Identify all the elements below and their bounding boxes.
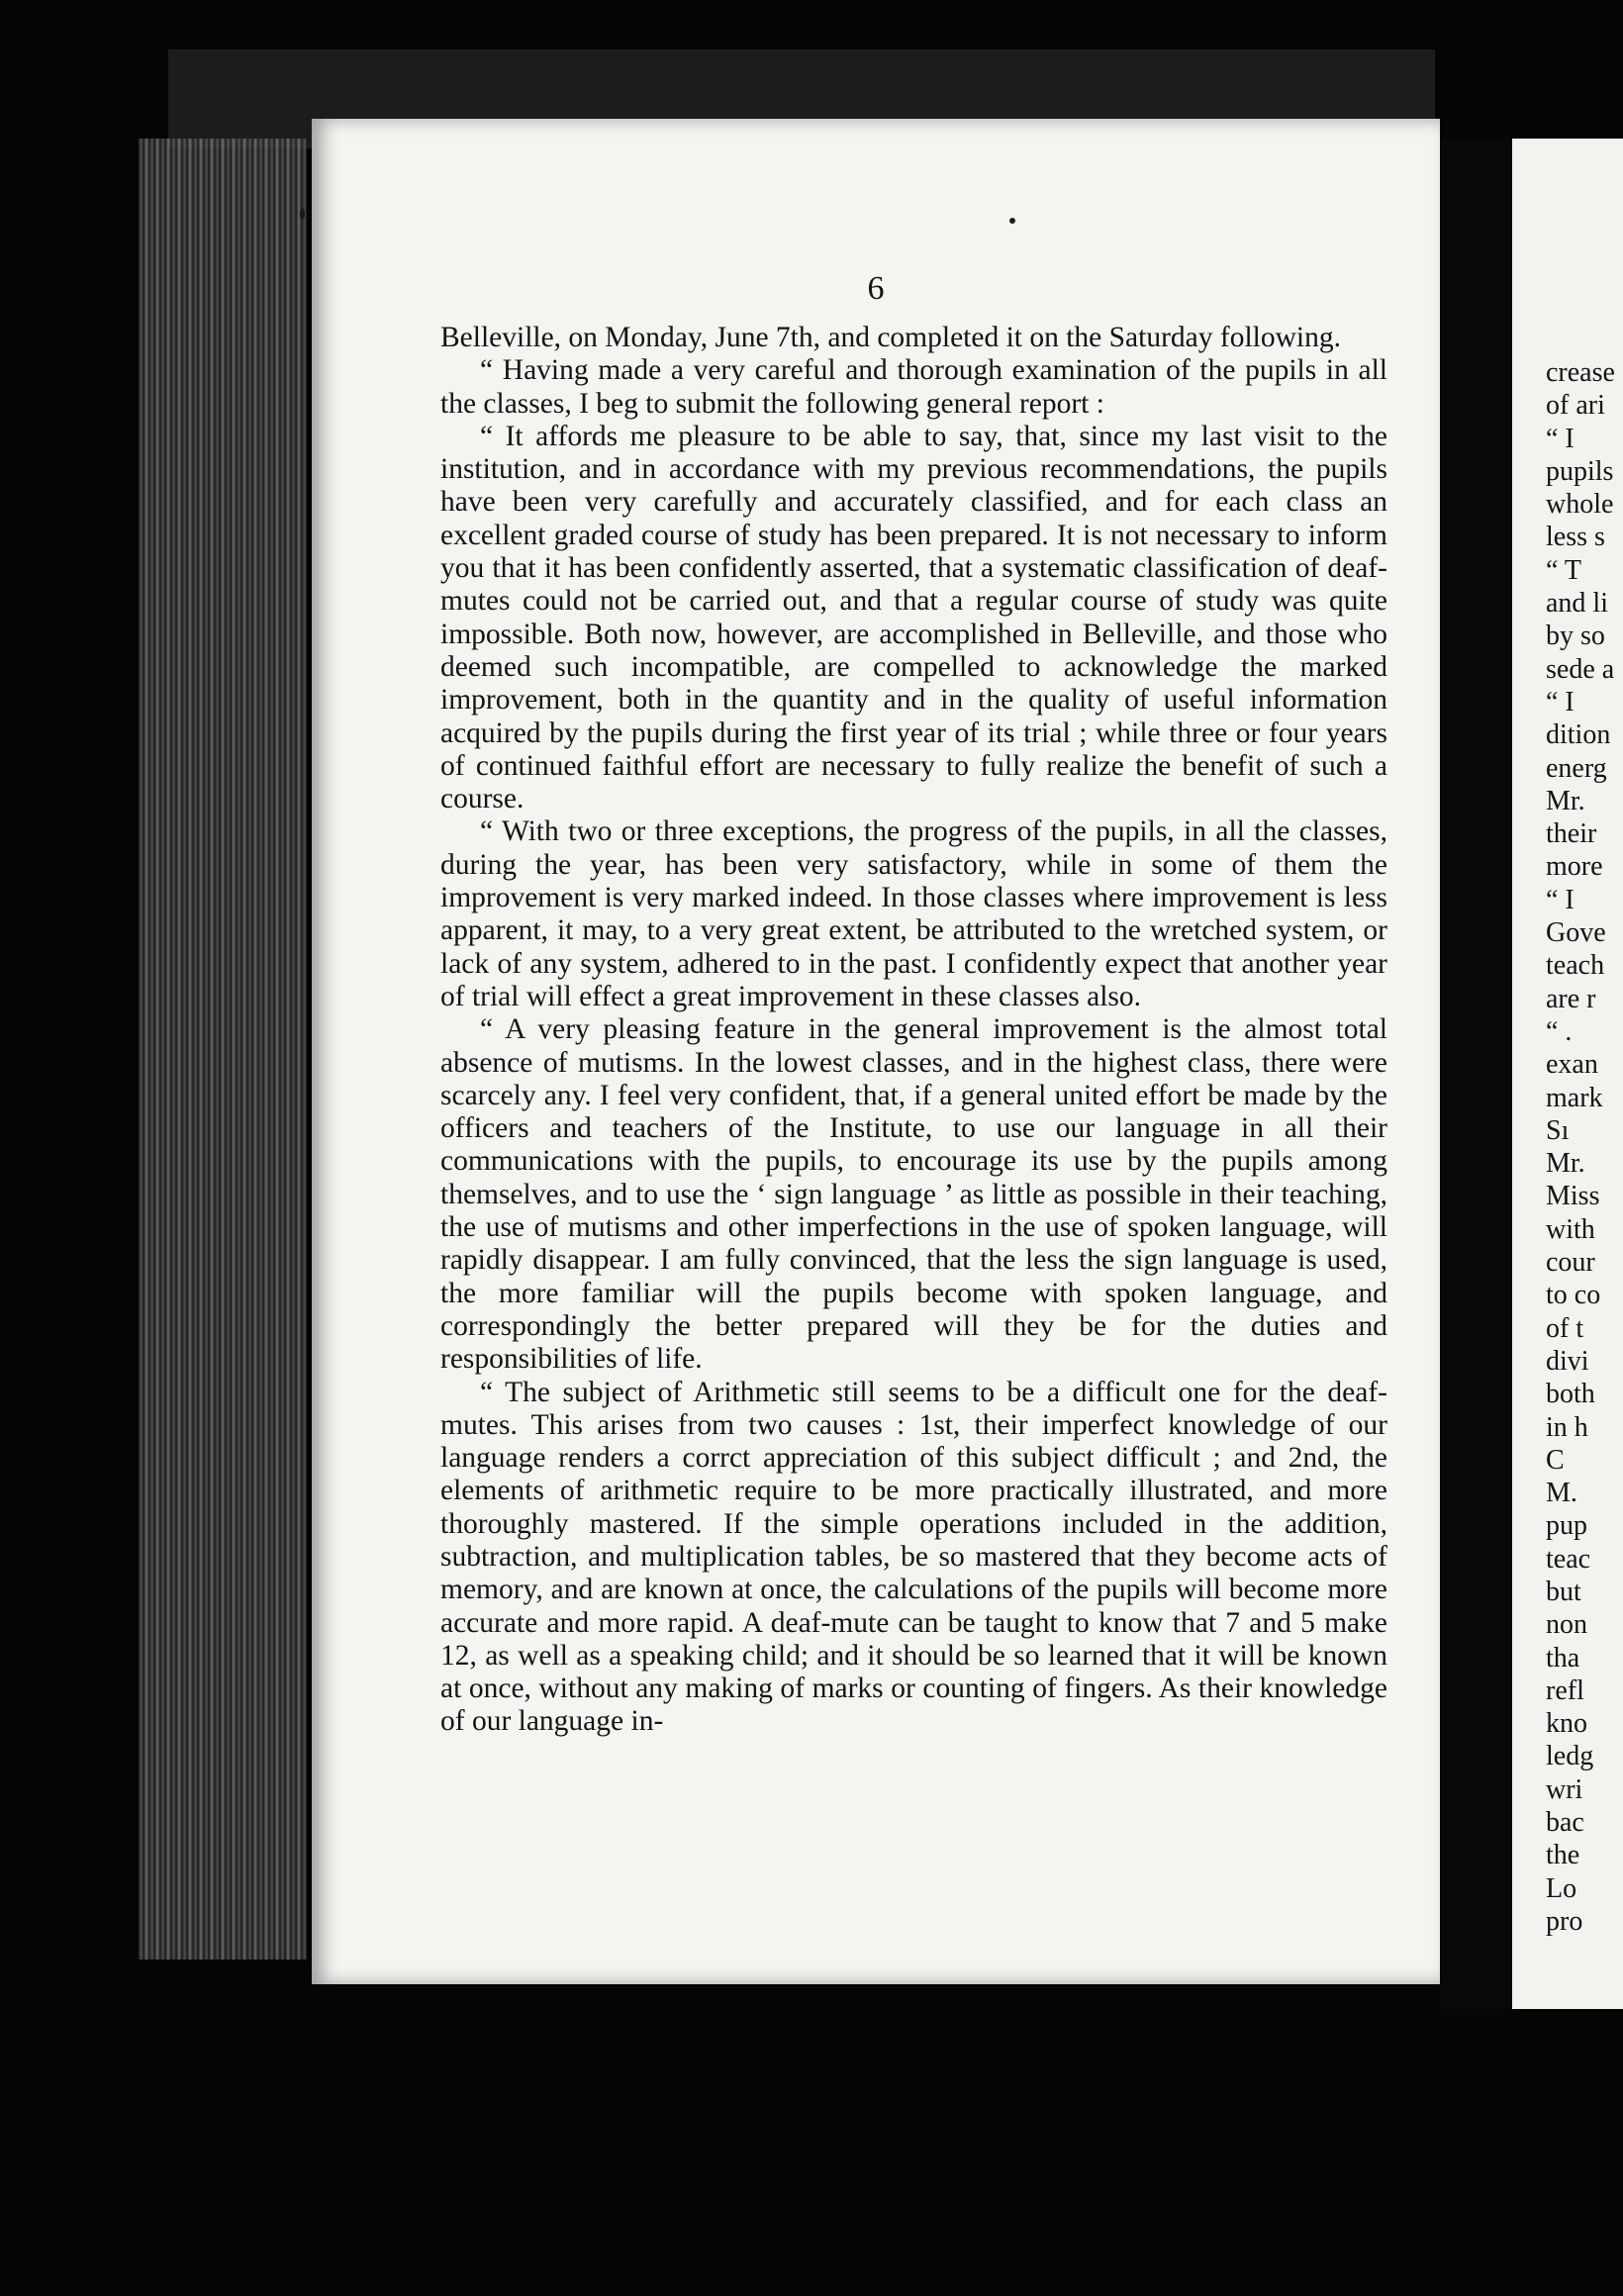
facing-page-line: divi	[1546, 1345, 1589, 1377]
paragraph: “ The subject of Arithmetic still seems to be a difficult one for the deaf-mutes. This arises from two causes : 1st, their imperfect knowledge of our language renders a corrct appreciation of this subject difficult ; and 2nd, the elements of arithmetic require to be more practically illustrated, and more thoroughly mastered. If the simple operations included in the addition, subtraction, and multiplication tables, be so mastered that they become acts of memory, and are known at once, the calculations of the pupils will become more accurate and more rapid. A deaf-mute can be taught to know that 7 and 5 make 12, as well as a speaking child; and it should be so learned that it will be known at once, without any making of marks or counting of fingers. As their knowledge of our language in-	[440, 1376, 1387, 1738]
facing-page-line: of t	[1546, 1312, 1584, 1344]
facing-page-line: pro	[1546, 1905, 1583, 1937]
facing-page-line: both	[1546, 1379, 1595, 1410]
paragraph: “ A very pleasing feature in the general improvement is the almost total absence of mutisms. In the lowest classes, and in the highest class, there were scarcely any. I feel very confident, that, if a general united effort be made by the officers and teachers of the Institute, to use our language in all their communications with the pupils, to encourage its use by the pupils among themselves, and to use the ‘ sign language ’ as little as possible in their teaching, the use of mutisms and other imperfections in the use of spoken language, will rapidly disappear. I am fully convinced, that the less the sign language is used, the more familiar will the pupils become with spoken language, and correspondingly the better prepared will they be for the duties and responsibilities of life.	[440, 1013, 1387, 1376]
facing-page-line: energ	[1546, 752, 1607, 784]
facing-page-line: pupils	[1546, 455, 1614, 487]
facing-page-line: pup	[1546, 1510, 1587, 1542]
facing-page-line: crease	[1546, 357, 1615, 388]
facing-page-line: more	[1546, 851, 1603, 883]
facing-page-line: “ I	[1546, 686, 1575, 718]
ink-speck	[1009, 218, 1015, 224]
facing-page-line: to co	[1546, 1280, 1601, 1311]
page-gutter	[1440, 139, 1512, 2009]
facing-page-line: the	[1546, 1840, 1580, 1871]
facing-page-line: are r	[1546, 983, 1596, 1014]
facing-page-line: Gove	[1546, 917, 1606, 949]
facing-page-line: ledg	[1546, 1741, 1594, 1772]
facing-page-line: but	[1546, 1576, 1581, 1607]
facing-page-line: Mr.	[1546, 1148, 1585, 1180]
facing-page-line: teach	[1546, 950, 1605, 982]
paragraph: “ Having made a very careful and thorough examination of the pupils in all the classes, I beg to submit the following general report :	[440, 354, 1387, 420]
facing-page-line: “ .	[1546, 1015, 1573, 1047]
facing-page-line: refl	[1546, 1674, 1584, 1706]
book-page	[312, 119, 1440, 1984]
facing-page-line: “ T	[1546, 554, 1582, 586]
facing-page-line: teac	[1546, 1543, 1591, 1575]
facing-page-line: C	[1546, 1444, 1565, 1476]
facing-page-line: with	[1546, 1213, 1595, 1245]
facing-page-text	[1546, 356, 1623, 1938]
facing-page-line: Sı	[1546, 1114, 1570, 1146]
facing-page-line: Lo	[1546, 1872, 1577, 1904]
book-page-edges	[139, 139, 307, 1960]
ink-speck	[300, 208, 305, 220]
facing-page-line: bac	[1546, 1807, 1584, 1839]
facing-page-line: wri	[1546, 1773, 1583, 1805]
facing-page-line: non	[1546, 1609, 1587, 1641]
paragraph: “ With two or three exceptions, the progress of the pupils, in all the classes, during the year, has been very satisfactory, while in some of them the improvement is very marked indeed. In those classes where improvement is less apparent, it may, to a very great extent, be attributed to the wretched system, or lack of any system, adhered to in the past. I confidently expect that another year of trial will effect a great improvement in these classes also.	[440, 815, 1387, 1012]
facing-page-line: of ari	[1546, 390, 1605, 422]
facing-page-line: cour	[1546, 1247, 1595, 1279]
facing-page-line: Mr.	[1546, 785, 1585, 816]
page-body-text	[440, 322, 1387, 1739]
facing-page-line: their	[1546, 818, 1597, 850]
facing-page-line: sede a	[1546, 653, 1615, 685]
facing-page-line: mark	[1546, 1082, 1603, 1113]
facing-page-line: dition	[1546, 719, 1611, 751]
facing-page-line: less s	[1546, 522, 1605, 553]
facing-page-line: tha	[1546, 1642, 1580, 1674]
facing-page-line: M.	[1546, 1478, 1577, 1509]
facing-page-line: in h	[1546, 1411, 1588, 1443]
facing-page-line: by so	[1546, 621, 1605, 652]
facing-page-fragment	[1512, 139, 1623, 2009]
facing-page-line: “ I	[1546, 884, 1575, 915]
paragraph: “ It affords me pleasure to be able to say, that, since my last visit to the institution, and in accordance with my previous recommendations, the pupils have been very carefully and accurately classified, and for each class an excellent graded course of study has been prepared. It is not necessary to inform you that it has been confidently asserted, that a systematic classification of deaf-mutes could not be carried out, and that a regular course of study was quite impossible. Both now, however, are accomplished in Belleville, and those who deemed such incompatible, are compelled to acknowledge the marked improvement, both in the quantity and in the quality of useful information acquired by the pupils during the first year of its trial ; while three or four years of continued faithful effort are necessary to fully realize the benefit of such a course.	[440, 420, 1387, 815]
facing-page-line: “ I	[1546, 423, 1575, 454]
facing-page-line: whole	[1546, 489, 1614, 521]
facing-page-line: and li	[1546, 588, 1608, 620]
facing-page-line: kno	[1546, 1708, 1587, 1740]
page-number: 6	[867, 270, 885, 307]
paragraph: Belleville, on Monday, June 7th, and completed it on the Saturday following.	[440, 322, 1341, 353]
facing-page-line: exan	[1546, 1049, 1598, 1081]
facing-page-line: Miss	[1546, 1181, 1600, 1212]
